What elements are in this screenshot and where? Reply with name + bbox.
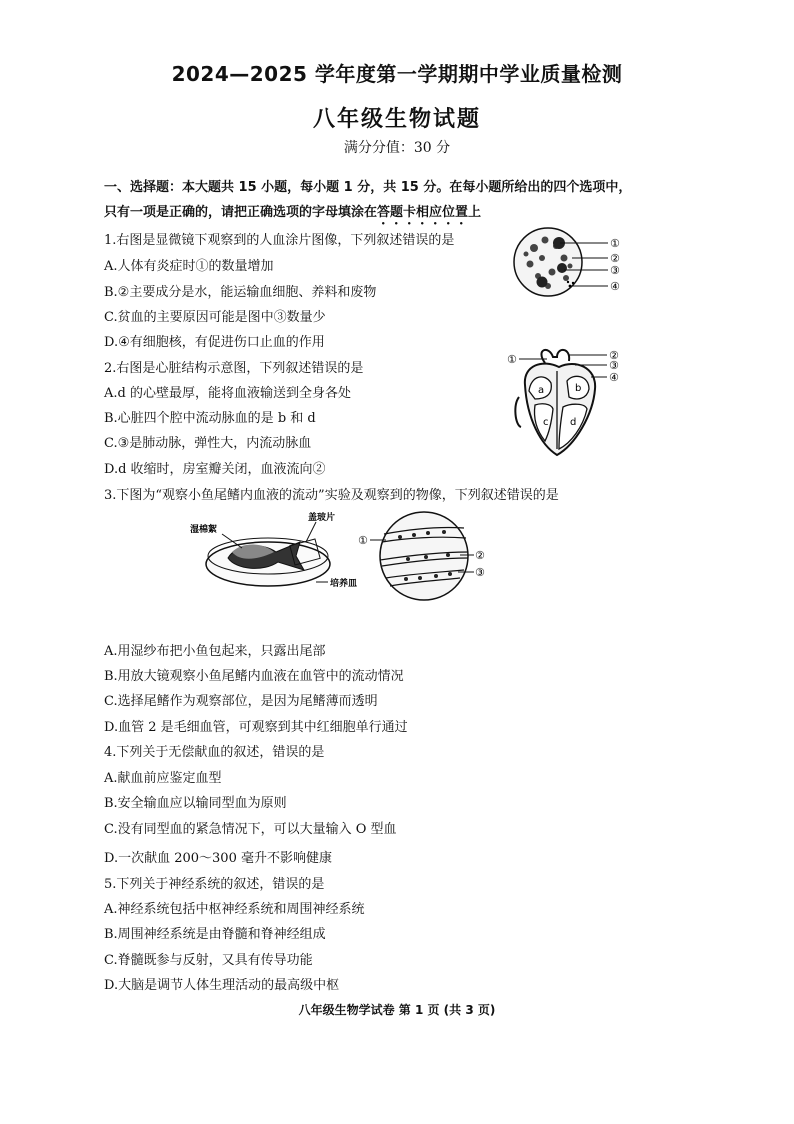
blood-label-4: ④ (610, 280, 620, 293)
section-intro-line2: 只有一项是正确的，请把正确选项的字母填涂在答题卡相应位置上 (104, 205, 482, 220)
q3-stem: 3.下图为“观察小鱼尾鳍内血液的流动”实验及观察到的物像，下列叙述错误的是 (104, 488, 559, 503)
q1-option-c: C.贫血的主要原因可能是图中③数量少 (104, 310, 326, 325)
label-wet-cotton: 湿棉絮 (190, 525, 218, 535)
q4-option-d: D.一次献血 200～300 毫升不影响健康 (104, 851, 332, 866)
blood-label-2: ② (610, 252, 620, 265)
heart-chamber-b: b (575, 383, 582, 394)
section-intro-line1: 一、选择题：本大题共 15 小题，每小题 1 分，共 15 分。在每小题所给出的四个选项中， (104, 180, 632, 195)
vessel-figure (356, 508, 488, 604)
q2-stem: 2.右图是心脏结构示意图，下列叙述错误的是 (104, 361, 364, 376)
q5-option-d: D.大脑是调节人体生理活动的最高级中枢 (104, 978, 340, 993)
label-cover-slip: 盖玻片 (308, 513, 336, 523)
q4-option-c: C.没有同型血的紧急情况下，可以大量输入 O 型血 (104, 822, 397, 837)
vessel-label-3: ③ (475, 566, 485, 579)
q3-option-a: A.用湿纱布把小鱼包起来，只露出尾部 (104, 644, 326, 659)
q3-option-b: B.用放大镜观察小鱼尾鳍内血液在血管中的流动情况 (104, 669, 404, 684)
heart-chamber-a: a (538, 385, 545, 396)
q2-option-c: C.③是肺动脉，弹性大，内流动脉血 (104, 436, 312, 451)
vessel-label-1: ① (358, 534, 368, 547)
blood-smear-figure (512, 220, 627, 305)
q1-stem: 1.右图是显微镜下观察到的人血涂片图像，下列叙述错误的是 (104, 233, 455, 248)
q5-option-c: C.脊髓既参与反射，又具有传导功能 (104, 953, 313, 968)
q2-option-b: B.心脏四个腔中流动脉血的是 b 和 d (104, 411, 316, 426)
q4-option-b: B.安全输血应以输同型血为原则 (104, 796, 287, 811)
q2-option-a: A.d 的心壁最厚，能将血液输送到全身各处 (104, 386, 351, 401)
blood-label-1: ① (610, 237, 620, 250)
heart-label-3: ③ (609, 359, 619, 372)
q5-option-a: A.神经系统包括中枢神经系统和周围神经系统 (104, 902, 365, 917)
heart-label-1: ① (507, 353, 517, 366)
q3-option-c: C.选择尾鳍作为观察部位，是因为尾鳍薄而透明 (104, 694, 378, 709)
exam-title: 2024—2025 学年度第一学期期中学业质量检测 (171, 62, 623, 86)
vessel-field (380, 512, 468, 600)
heart-chamber-d: d (570, 417, 577, 428)
q5-option-b: B.周围神经系统是由脊髓和脊神经组成 (104, 927, 326, 942)
q1-option-b: B.②主要成分是水，能运输血细胞、养料和废物 (104, 285, 377, 300)
heart-chamber-c: c (543, 417, 549, 428)
fish-dish-figure (188, 508, 366, 600)
q3-option-d: D.血管 2 是毛细血管，可观察到其中红细胞单行通过 (104, 720, 408, 735)
heart-label-4: ④ (609, 371, 619, 384)
vessel-label-2: ② (475, 549, 485, 562)
heart-figure (505, 345, 623, 460)
blood-label-3: ③ (610, 264, 620, 277)
q5-stem: 5.下列关于神经系统的叙述，错误的是 (104, 877, 325, 892)
exam-subtitle: 八年级生物试题 (312, 107, 481, 132)
heart-label-2: ② (609, 349, 619, 362)
label-petri-dish: 培养皿 (330, 579, 358, 589)
q4-stem: 4.下列关于无偿献血的叙述，错误的是 (104, 745, 325, 760)
q2-option-d: D.d 收缩时，房室瓣关闭，血液流向② (104, 462, 326, 477)
q1-option-d: D.④有细胞核，有促进伤口止血的作用 (104, 335, 325, 350)
q4-option-a: A.献血前应鉴定血型 (104, 771, 222, 786)
q1-option-a: A.人体有炎症时①的数量增加 (104, 259, 274, 274)
page-footer: 八年级生物学试卷 第 1 页 (共 3 页) (298, 1003, 496, 1017)
score-line: 满分分值：30 分 (343, 140, 451, 156)
